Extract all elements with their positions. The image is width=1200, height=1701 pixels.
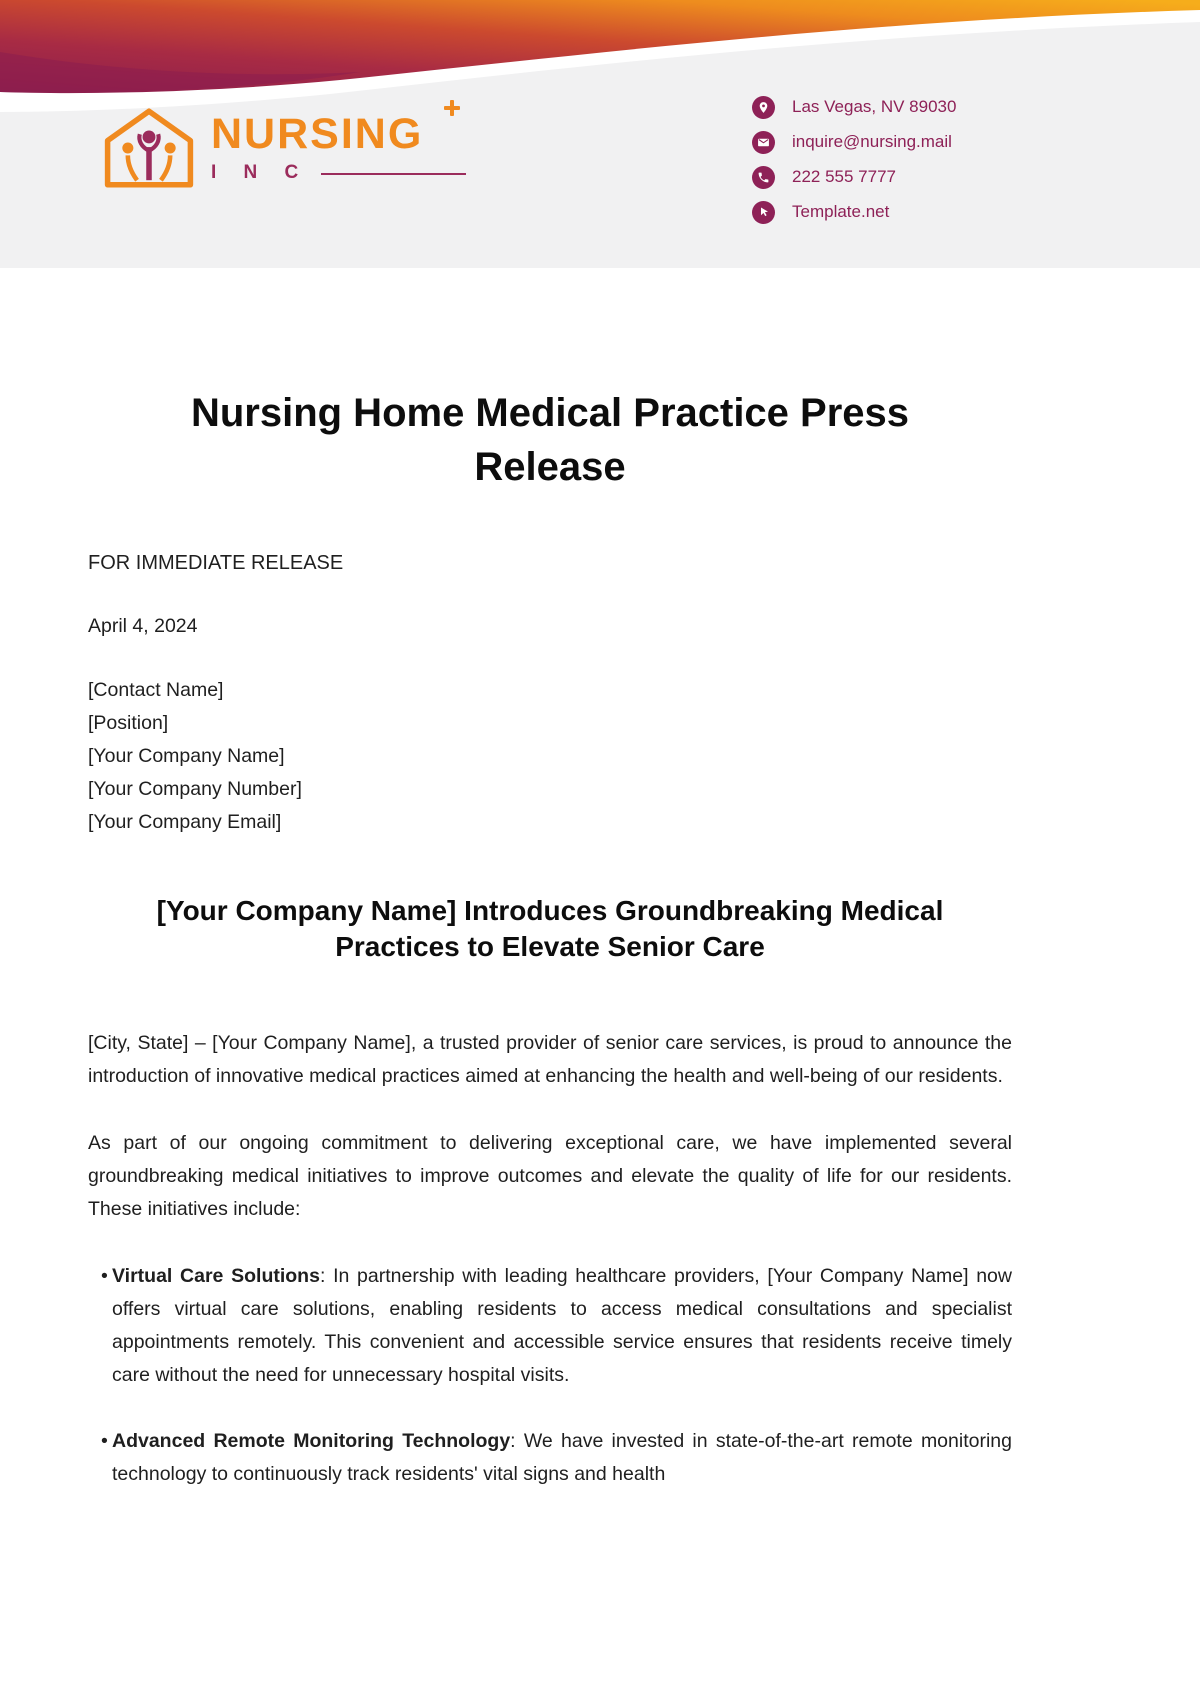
document-title: Nursing Home Medical Practice Press Release: [190, 391, 910, 489]
contact-address: Las Vegas, NV 89030: [792, 97, 957, 116]
location-pin-icon: [752, 96, 775, 119]
email-icon: [752, 131, 775, 154]
intro-paragraph: [City, State] – [Your Company Name], a trusted provider of senior care services, is proud to announce the introduction of innovative medical practices aimed at enhancing the health and well-being of our residents.: [88, 1032, 1012, 1087]
bullet-text: : We have invested in state-of-the-art remote monitoring technology to continuously track residents' vital signs and health: [112, 1430, 1012, 1485]
document-page: [88, 386, 1012, 1491]
position-placeholder: [Position]: [88, 712, 169, 734]
medical-cross-icon: [444, 100, 460, 121]
contact-phone: 222 555 7777: [792, 167, 896, 186]
contact-row-email: [752, 130, 956, 154]
release-label: FOR IMMEDIATE RELEASE: [88, 552, 344, 574]
bullet-label: Advanced Remote Monitoring Technology: [112, 1430, 511, 1452]
phone-icon: [752, 166, 775, 189]
logo-underline: [321, 173, 466, 175]
contact-row-address: [752, 95, 956, 119]
contact-info-list: [752, 95, 956, 224]
list-item: [88, 1260, 1012, 1392]
logo-subtitle: I N C: [211, 161, 310, 183]
company-name-placeholder: [Your Company Name]: [88, 745, 285, 767]
company-number-placeholder: [Your Company Number]: [88, 778, 302, 800]
list-item: [88, 1425, 1012, 1491]
press-release-body: [88, 1027, 1012, 1491]
contact-row-phone: [752, 165, 956, 189]
contact-name-placeholder: [Contact Name]: [88, 679, 224, 701]
bullet-text: : In partnership with leading healthcare providers, [Your Company Name] now offers virtual care solutions, enabling residents to access medical consultations and specialist appointments remotely. This convenient and accessible service ensures that residents receive timely care without the need for unnecessary hospital visits.: [112, 1265, 1012, 1386]
company-email-placeholder: [Your Company Email]: [88, 811, 282, 833]
cursor-icon: [752, 201, 775, 224]
house-people-icon: [103, 106, 195, 190]
bullet-marker: •: [101, 1430, 108, 1452]
press-release-headline: [Your Company Name] Introduces Groundbreaking Medical Practices to Elevate Senior Care: [156, 895, 944, 962]
company-logo: [103, 106, 466, 190]
logo-name: NURSING: [211, 110, 424, 159]
bullet-marker: •: [101, 1265, 108, 1287]
contact-email: inquire@nursing.mail: [792, 132, 952, 151]
page-header: [0, 0, 1200, 268]
contact-row-website: [752, 200, 956, 224]
bullet-label: Virtual Care Solutions: [112, 1265, 320, 1287]
contact-placeholder-block: [88, 674, 1012, 839]
document-date: April 4, 2024: [88, 615, 198, 637]
commitment-paragraph: As part of our ongoing commitment to delivering exceptional care, we have implemented several groundbreaking medical initiatives to improve outcomes and elevate the quality of life for our residents. These initiatives include:: [88, 1132, 1012, 1220]
contact-website: Template.net: [792, 202, 890, 221]
